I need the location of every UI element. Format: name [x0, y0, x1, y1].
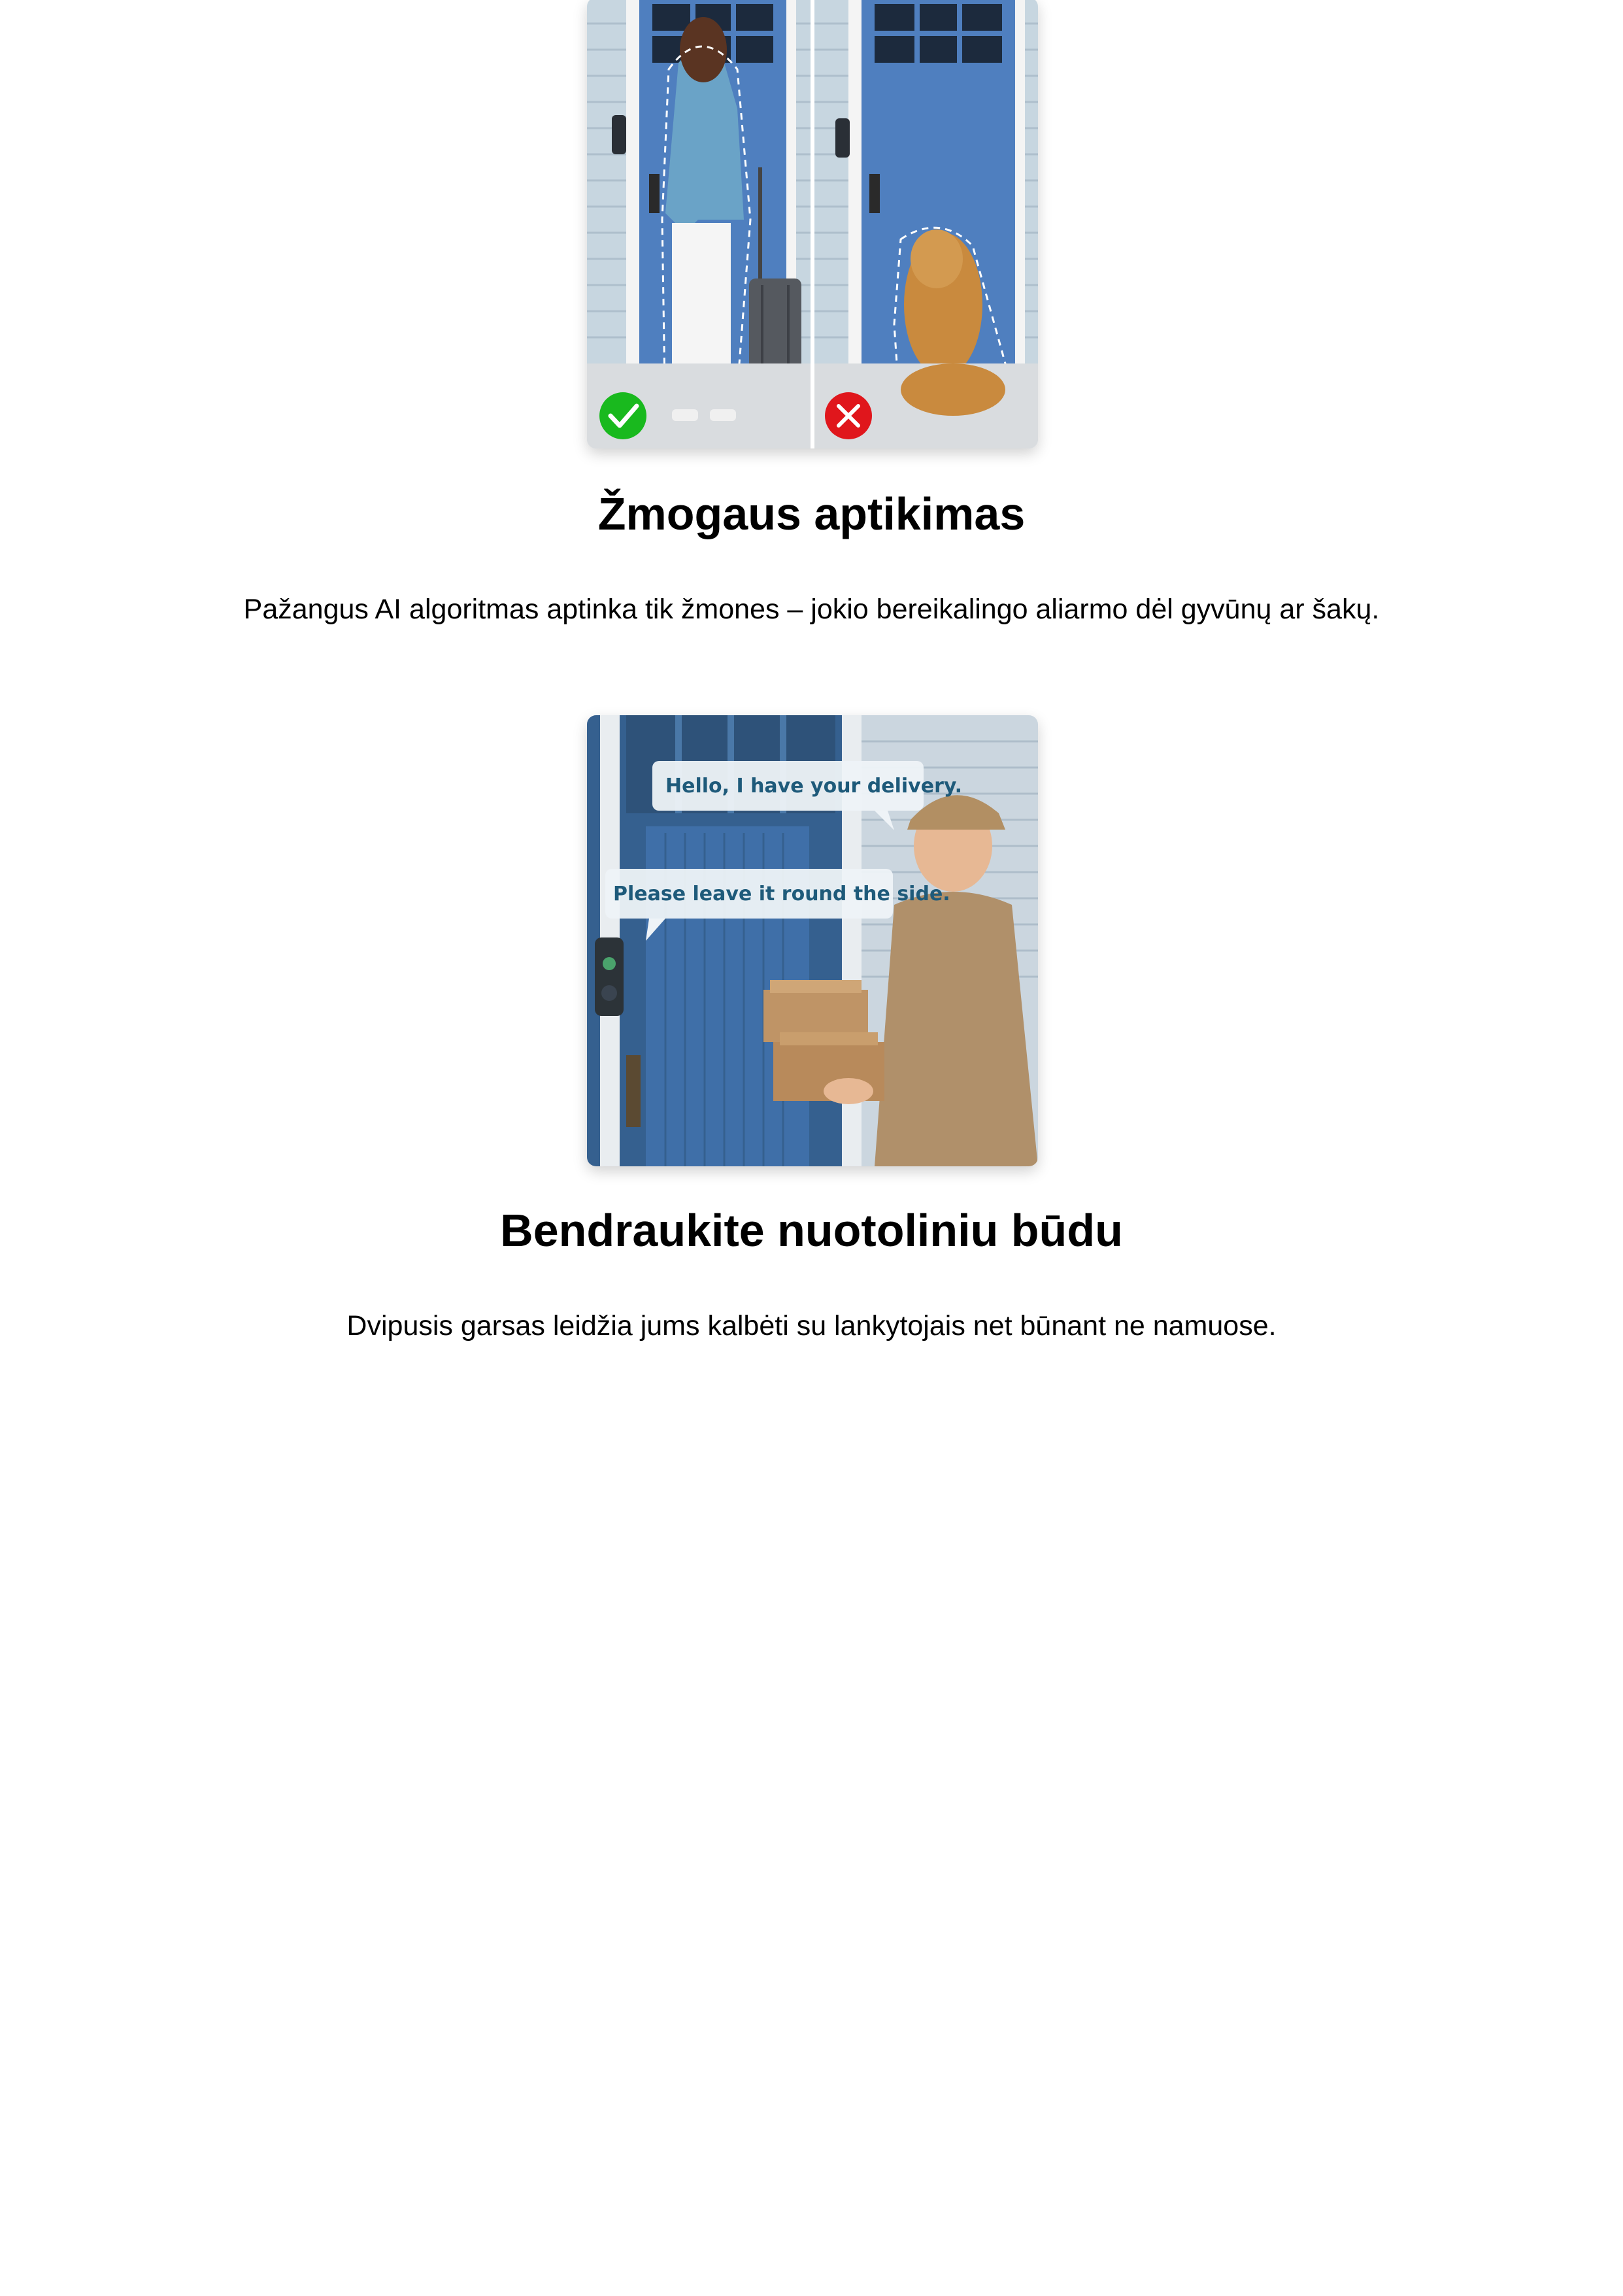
- section-1-description: Pažangus AI algoritmas aptinka tik žmones – jokio bereikalingo aliarmo dėl gyvūnų ar šakų.: [243, 594, 1380, 625]
- bubble-delivery-text: Hello, I have your delivery.: [665, 775, 963, 798]
- two-way-audio-image: [587, 715, 1038, 1166]
- section-2-description: Dvipusis garsas leidžia jums kalbėti su lankytojais net būnant ne namuose.: [346, 1310, 1277, 1342]
- check-icon: [599, 392, 646, 439]
- cross-icon: [825, 392, 872, 439]
- bubble-reply-text: Please leave it round the side.: [613, 883, 950, 905]
- section-2-title: Bendraukite nuotoliniu būdu: [500, 1205, 1123, 1256]
- section-1-title: Žmogaus aptikimas: [597, 488, 1026, 539]
- person-detection-image: [587, 0, 1038, 448]
